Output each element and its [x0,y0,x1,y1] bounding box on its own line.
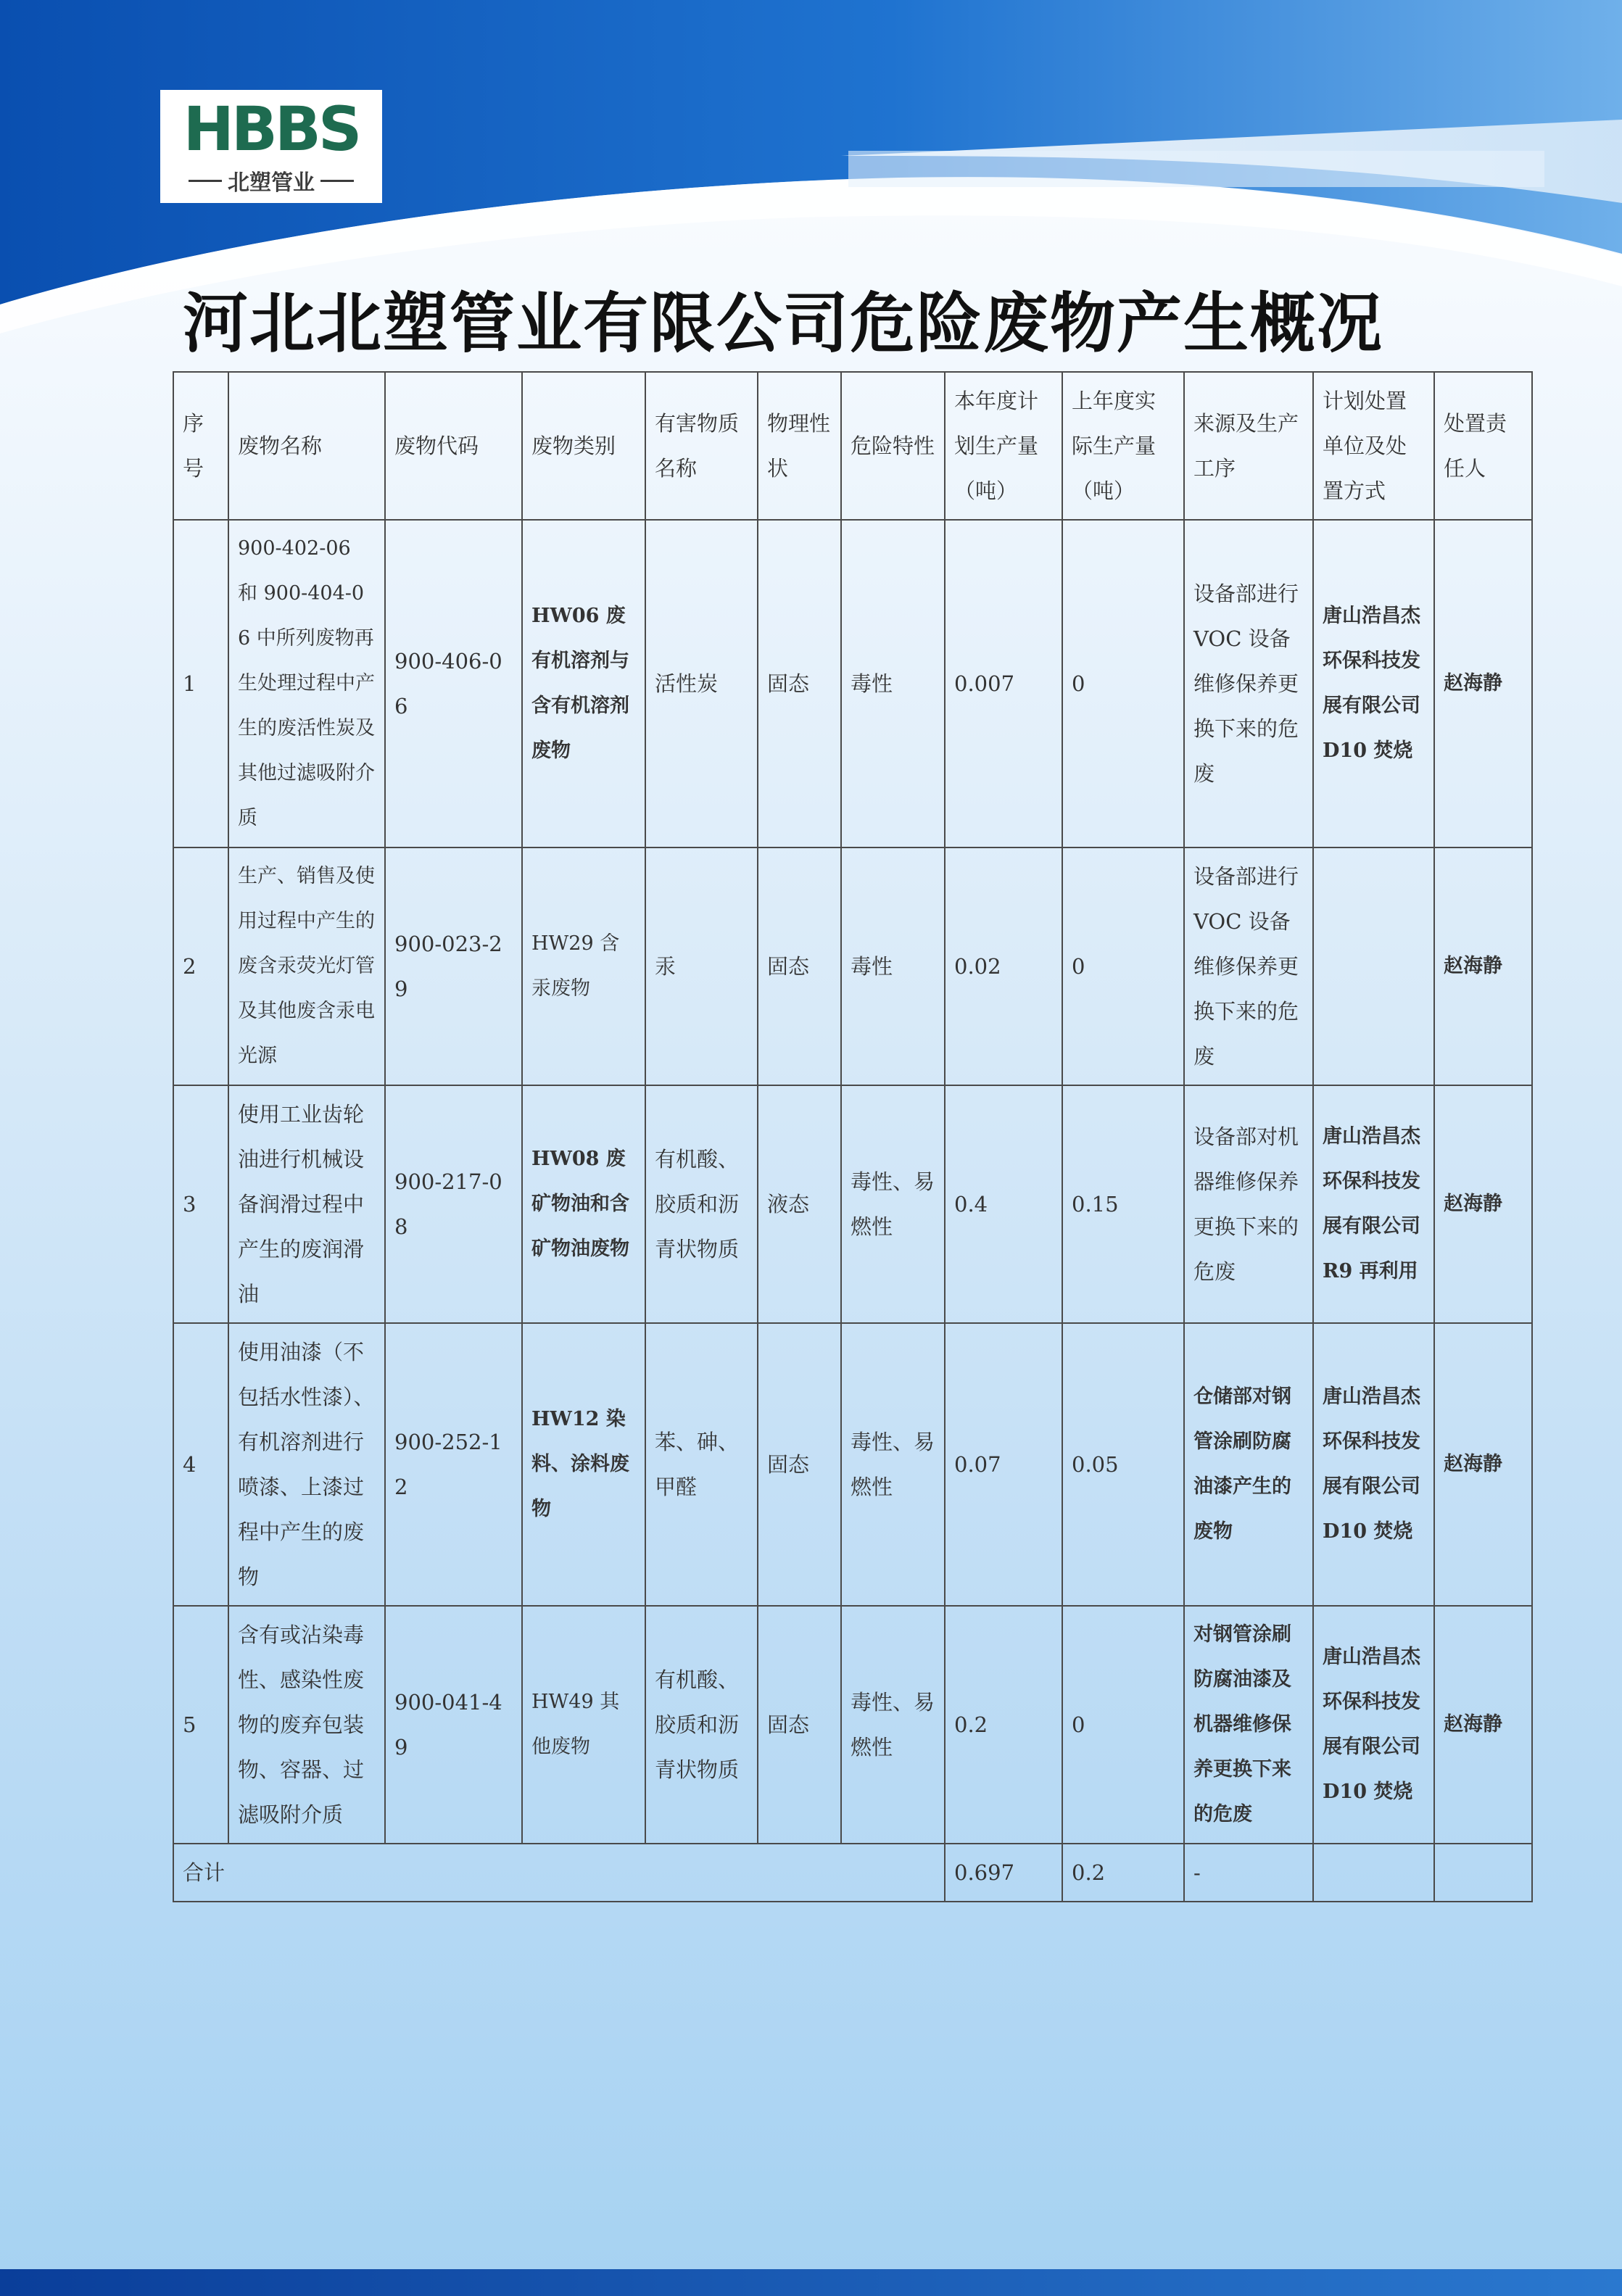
total-person [1434,1844,1532,1902]
cell-name: 使用油漆（不包括水性漆）、有机溶剂进行喷漆、上漆过程中产生的废物 [228,1323,385,1606]
cell-substance: 苯、砷、甲醛 [645,1323,758,1606]
cell-hazard: 毒性 [841,520,945,847]
total-source: - [1184,1844,1313,1902]
table-row [173,1323,1532,1606]
company-logo [160,90,382,203]
table-row [173,1606,1532,1844]
header-substance: 有害物质名称 [645,372,758,520]
cell-name: 含有或沾染毒性、感染性废物的废弃包装物、容器、过滤吸附介质 [228,1606,385,1844]
total-label: 合计 [173,1844,945,1902]
header-actual: 上年度实际生产量（吨） [1062,372,1184,520]
cell-code: 900-252-12 [385,1323,522,1606]
table-row [173,520,1532,847]
header-disposal: 计划处置单位及处置方式 [1313,372,1434,520]
header-no: 序号 [173,372,228,520]
cell-disposal [1313,847,1434,1085]
logo-mark: HBBS [183,94,360,165]
header-category: 废物类别 [522,372,645,520]
cell-plan: 0.2 [945,1606,1062,1844]
cell-person: 赵海静 [1434,1606,1532,1844]
header-name: 废物名称 [228,372,385,520]
cell-category: HW06 废有机溶剂与含有机溶剂废物 [522,520,645,847]
table-header-row [173,372,1532,520]
cell-person: 赵海静 [1434,847,1532,1085]
cell-state: 液态 [758,1085,841,1323]
logo-subtitle-row [160,165,382,196]
cell-code: 900-406-06 [385,520,522,847]
cell-source: 仓储部对钢管涂刷防腐油漆产生的废物 [1184,1323,1313,1606]
cell-substance: 活性炭 [645,520,758,847]
cell-state: 固态 [758,1606,841,1844]
cell-person: 赵海静 [1434,1085,1532,1323]
page-title: 河北北塑管业有限公司危险废物产生概况 [183,286,1383,362]
cell-source: 设备部进行 VOC 设备维修保养更换下来的危废 [1184,520,1313,847]
cell-state: 固态 [758,847,841,1085]
cell-name: 使用工业齿轮油进行机械设备润滑过程中产生的废润滑油 [228,1085,385,1323]
total-disposal [1313,1844,1434,1902]
hazardous-waste-table [173,371,1533,1902]
logo-subtitle: 北塑管业 [228,170,315,196]
cell-hazard: 毒性、易燃性 [841,1606,945,1844]
cell-plan: 0.4 [945,1085,1062,1323]
cell-no: 5 [173,1606,228,1844]
cell-category: HW49 其他废物 [522,1606,645,1844]
cell-plan: 0.007 [945,520,1062,847]
cell-disposal: 唐山浩昌杰环保科技发展有限公司 D10 焚烧 [1313,1323,1434,1606]
logo-rule-left [189,180,222,182]
table-row [173,847,1532,1085]
total-plan: 0.697 [945,1844,1062,1902]
header-code: 废物代码 [385,372,522,520]
cell-name: 900-402-06 和 900-404-06 中所列废物再生处理过程中产生的废活性炭及其他过滤吸附介质 [228,520,385,847]
cell-actual: 0 [1062,847,1184,1085]
cell-category: HW29 含汞废物 [522,847,645,1085]
cell-actual: 0 [1062,520,1184,847]
cell-no: 3 [173,1085,228,1323]
table-row [173,1085,1532,1323]
cell-actual: 0 [1062,1606,1184,1844]
cell-substance: 有机酸、胶质和沥青状物质 [645,1606,758,1844]
header-person: 处置责任人 [1434,372,1532,520]
header-state: 物理性状 [758,372,841,520]
header-hazard: 危险特性 [841,372,945,520]
cell-hazard: 毒性、易燃性 [841,1323,945,1606]
cell-hazard: 毒性、易燃性 [841,1085,945,1323]
cell-substance: 有机酸、胶质和沥青状物质 [645,1085,758,1323]
cell-disposal: 唐山浩昌杰环保科技发展有限公司 D10 焚烧 [1313,520,1434,847]
cell-substance: 汞 [645,847,758,1085]
cell-code: 900-023-29 [385,847,522,1085]
cell-name: 生产、销售及使用过程中产生的废含汞荧光灯管及其他废含汞电光源 [228,847,385,1085]
cell-source: 对钢管涂刷防腐油漆及机器维修保养更换下来的危废 [1184,1606,1313,1844]
table-total-row [173,1844,1532,1902]
cell-person: 赵海静 [1434,1323,1532,1606]
cell-disposal: 唐山浩昌杰环保科技发展有限公司 D10 焚烧 [1313,1606,1434,1844]
cell-code: 900-041-49 [385,1606,522,1844]
cell-state: 固态 [758,520,841,847]
cell-actual: 0.05 [1062,1323,1184,1606]
logo-rule-right [320,180,354,182]
cell-plan: 0.07 [945,1323,1062,1606]
cell-plan: 0.02 [945,847,1062,1085]
cell-no: 2 [173,847,228,1085]
cell-source: 设备部对机器维修保养更换下来的危废 [1184,1085,1313,1323]
header-plan: 本年度计划生产量（吨） [945,372,1062,520]
cell-no: 1 [173,520,228,847]
total-actual: 0.2 [1062,1844,1184,1902]
cell-person: 赵海静 [1434,520,1532,847]
cell-no: 4 [173,1323,228,1606]
cell-hazard: 毒性 [841,847,945,1085]
cell-category: HW08 废矿物油和含矿物油废物 [522,1085,645,1323]
cell-code: 900-217-08 [385,1085,522,1323]
cell-disposal: 唐山浩昌杰环保科技发展有限公司 R9 再利用 [1313,1085,1434,1323]
header-source: 来源及生产工序 [1184,372,1313,520]
cell-actual: 0.15 [1062,1085,1184,1323]
bottom-blue-band [0,2269,1622,2296]
cell-state: 固态 [758,1323,841,1606]
cell-source: 设备部进行 VOC 设备维修保养更换下来的危废 [1184,847,1313,1085]
cell-category: HW12 染料、涂料废物 [522,1323,645,1606]
top-glow-strip [848,151,1544,187]
